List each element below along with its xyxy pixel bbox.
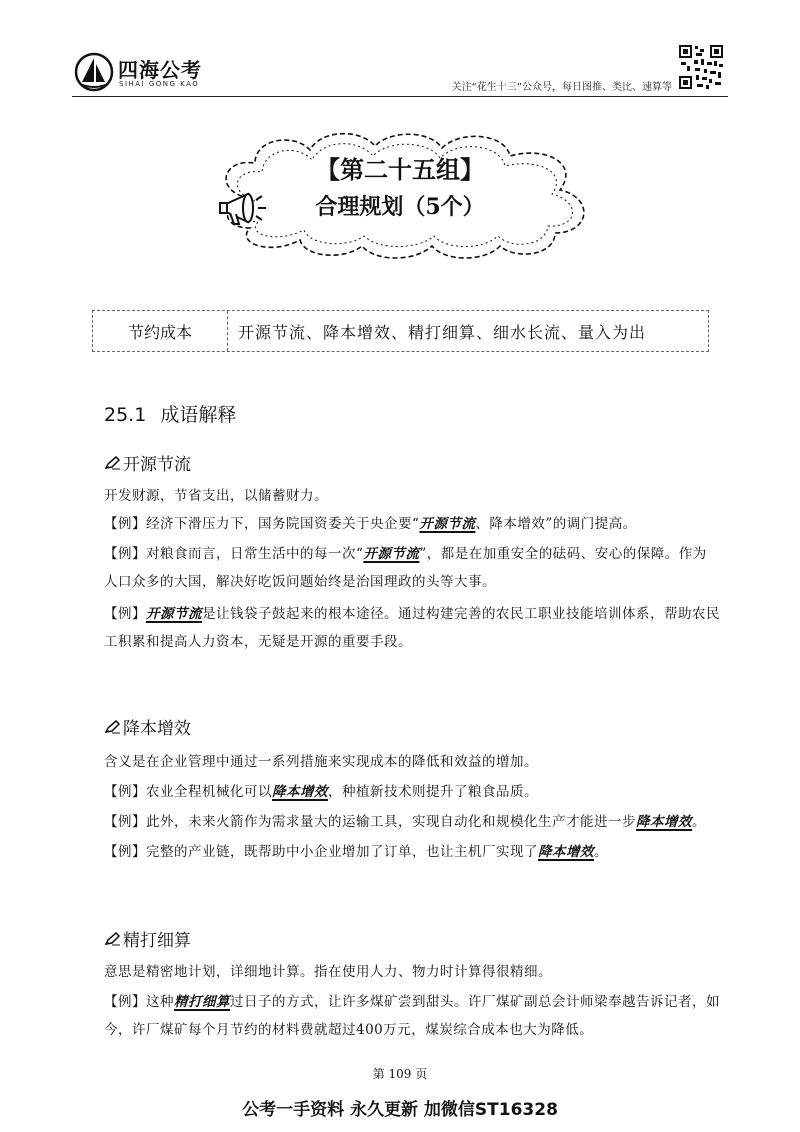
group-subtitle: 合理规划（5个） (315, 194, 485, 220)
entry-definition: 含义是在企业管理中通过一系列措施来实现成本的降低和效益的增加。 (104, 754, 538, 770)
example-line (104, 812, 706, 832)
example-text: 、降本增效”的调门提高。 (475, 516, 637, 532)
example-text: 过日子的方式，让许多煤矿尝到甜头。许厂煤矿副总会计师梁奉越告诉记者，如 (230, 994, 720, 1010)
example-text: 【例】这种 (104, 994, 174, 1010)
keyword: 开源节流 (363, 546, 420, 562)
keyword: 降本增效 (272, 784, 328, 800)
example-text: 。 (692, 814, 706, 830)
section-title: 成语解释 (160, 404, 237, 426)
example-line (104, 842, 608, 862)
follow-note: 关注“花生十三”公众号，每日图推、类比、速算等 (451, 82, 672, 93)
example-line (104, 782, 538, 802)
example-text: 。 (594, 844, 608, 860)
pencil-icon (104, 932, 121, 946)
example-text: 【例】对粮食而言，日常生活中的每一次“ (104, 546, 364, 562)
example-text: 【例】此外，未来火箭作为需求量大的运输工具，实现自动化和规模化生产才能进一步 (104, 814, 636, 830)
section-heading (104, 400, 236, 427)
section-number: 25.1 (104, 404, 147, 426)
header-divider (72, 96, 728, 97)
entry-title-text: 开源节流 (123, 455, 191, 475)
example-line-continued: 今，许厂煤矿每个月节约的材料费就超过400万元，煤炭综合成本也大为降低。 (104, 1022, 594, 1038)
example-text: 【例】完整的产业链，既帮助中小企业增加了订单，也让主机厂实现了 (104, 844, 538, 860)
entry-title (104, 926, 191, 951)
example-line (104, 544, 707, 564)
example-line-continued: 人口众多的大国，解决好吃饭问题始终是治国理政的头等大事。 (104, 574, 496, 590)
summary-table (92, 310, 709, 352)
pencil-icon (104, 456, 121, 470)
group-title: 【第二十五组】 (316, 155, 484, 184)
example-line (104, 514, 637, 534)
example-text: 【例】 (104, 606, 146, 622)
keyword: 开源节流 (419, 516, 476, 532)
summary-category: 节约成本 (93, 311, 228, 351)
keyword: 开源节流 (146, 606, 202, 622)
entry-title (104, 714, 191, 739)
example-text: ，种植新技术则提升了粮食品质。 (328, 784, 538, 800)
page-number: 第 109 页 (372, 1067, 428, 1081)
entry-definition: 意思是精密地计划，详细地计算。指在使用人力、物力时计算得很精细。 (104, 964, 552, 980)
example-line (104, 992, 720, 1012)
entry-definition: 开发财源，节省支出，以储蓄财力。 (104, 488, 328, 504)
example-text: 是让钱袋子鼓起来的根本途径。通过构建完善的农民工职业技能培训体系，帮助农民 (202, 606, 720, 622)
pencil-icon (104, 720, 121, 734)
summary-idioms: 开源节流、降本增效、精打细算、细水长流、量入为出 (238, 322, 647, 342)
example-line-continued: 工积累和提高人力资本，无疑是开源的重要手段。 (104, 634, 412, 650)
example-text: 【例】经济下滑压力下，国务院国资委关于央企要“ (104, 516, 420, 532)
entry-title-text: 精打细算 (123, 931, 191, 951)
keyword: 精打细算 (174, 994, 230, 1010)
entry-title-text: 降本增效 (123, 719, 191, 739)
qr-code-icon (678, 44, 724, 90)
example-text: ”，都是在加重安全的砝码、安心的保障。作为 (419, 546, 707, 562)
example-text: 【例】农业全程机械化可以 (104, 784, 272, 800)
page-header (0, 0, 800, 100)
sailboat-logo-icon (74, 52, 114, 92)
footer-banner: 公考一手资料 永久更新 加微信ST16328 (242, 1100, 558, 1120)
brand-name: 四海公考 (118, 58, 202, 82)
brand-subtitle: SIHAI GONG KAO (119, 80, 200, 88)
keyword: 降本增效 (538, 844, 594, 860)
keyword: 降本增效 (636, 814, 692, 830)
entry-title (104, 450, 191, 475)
example-line (104, 604, 720, 624)
